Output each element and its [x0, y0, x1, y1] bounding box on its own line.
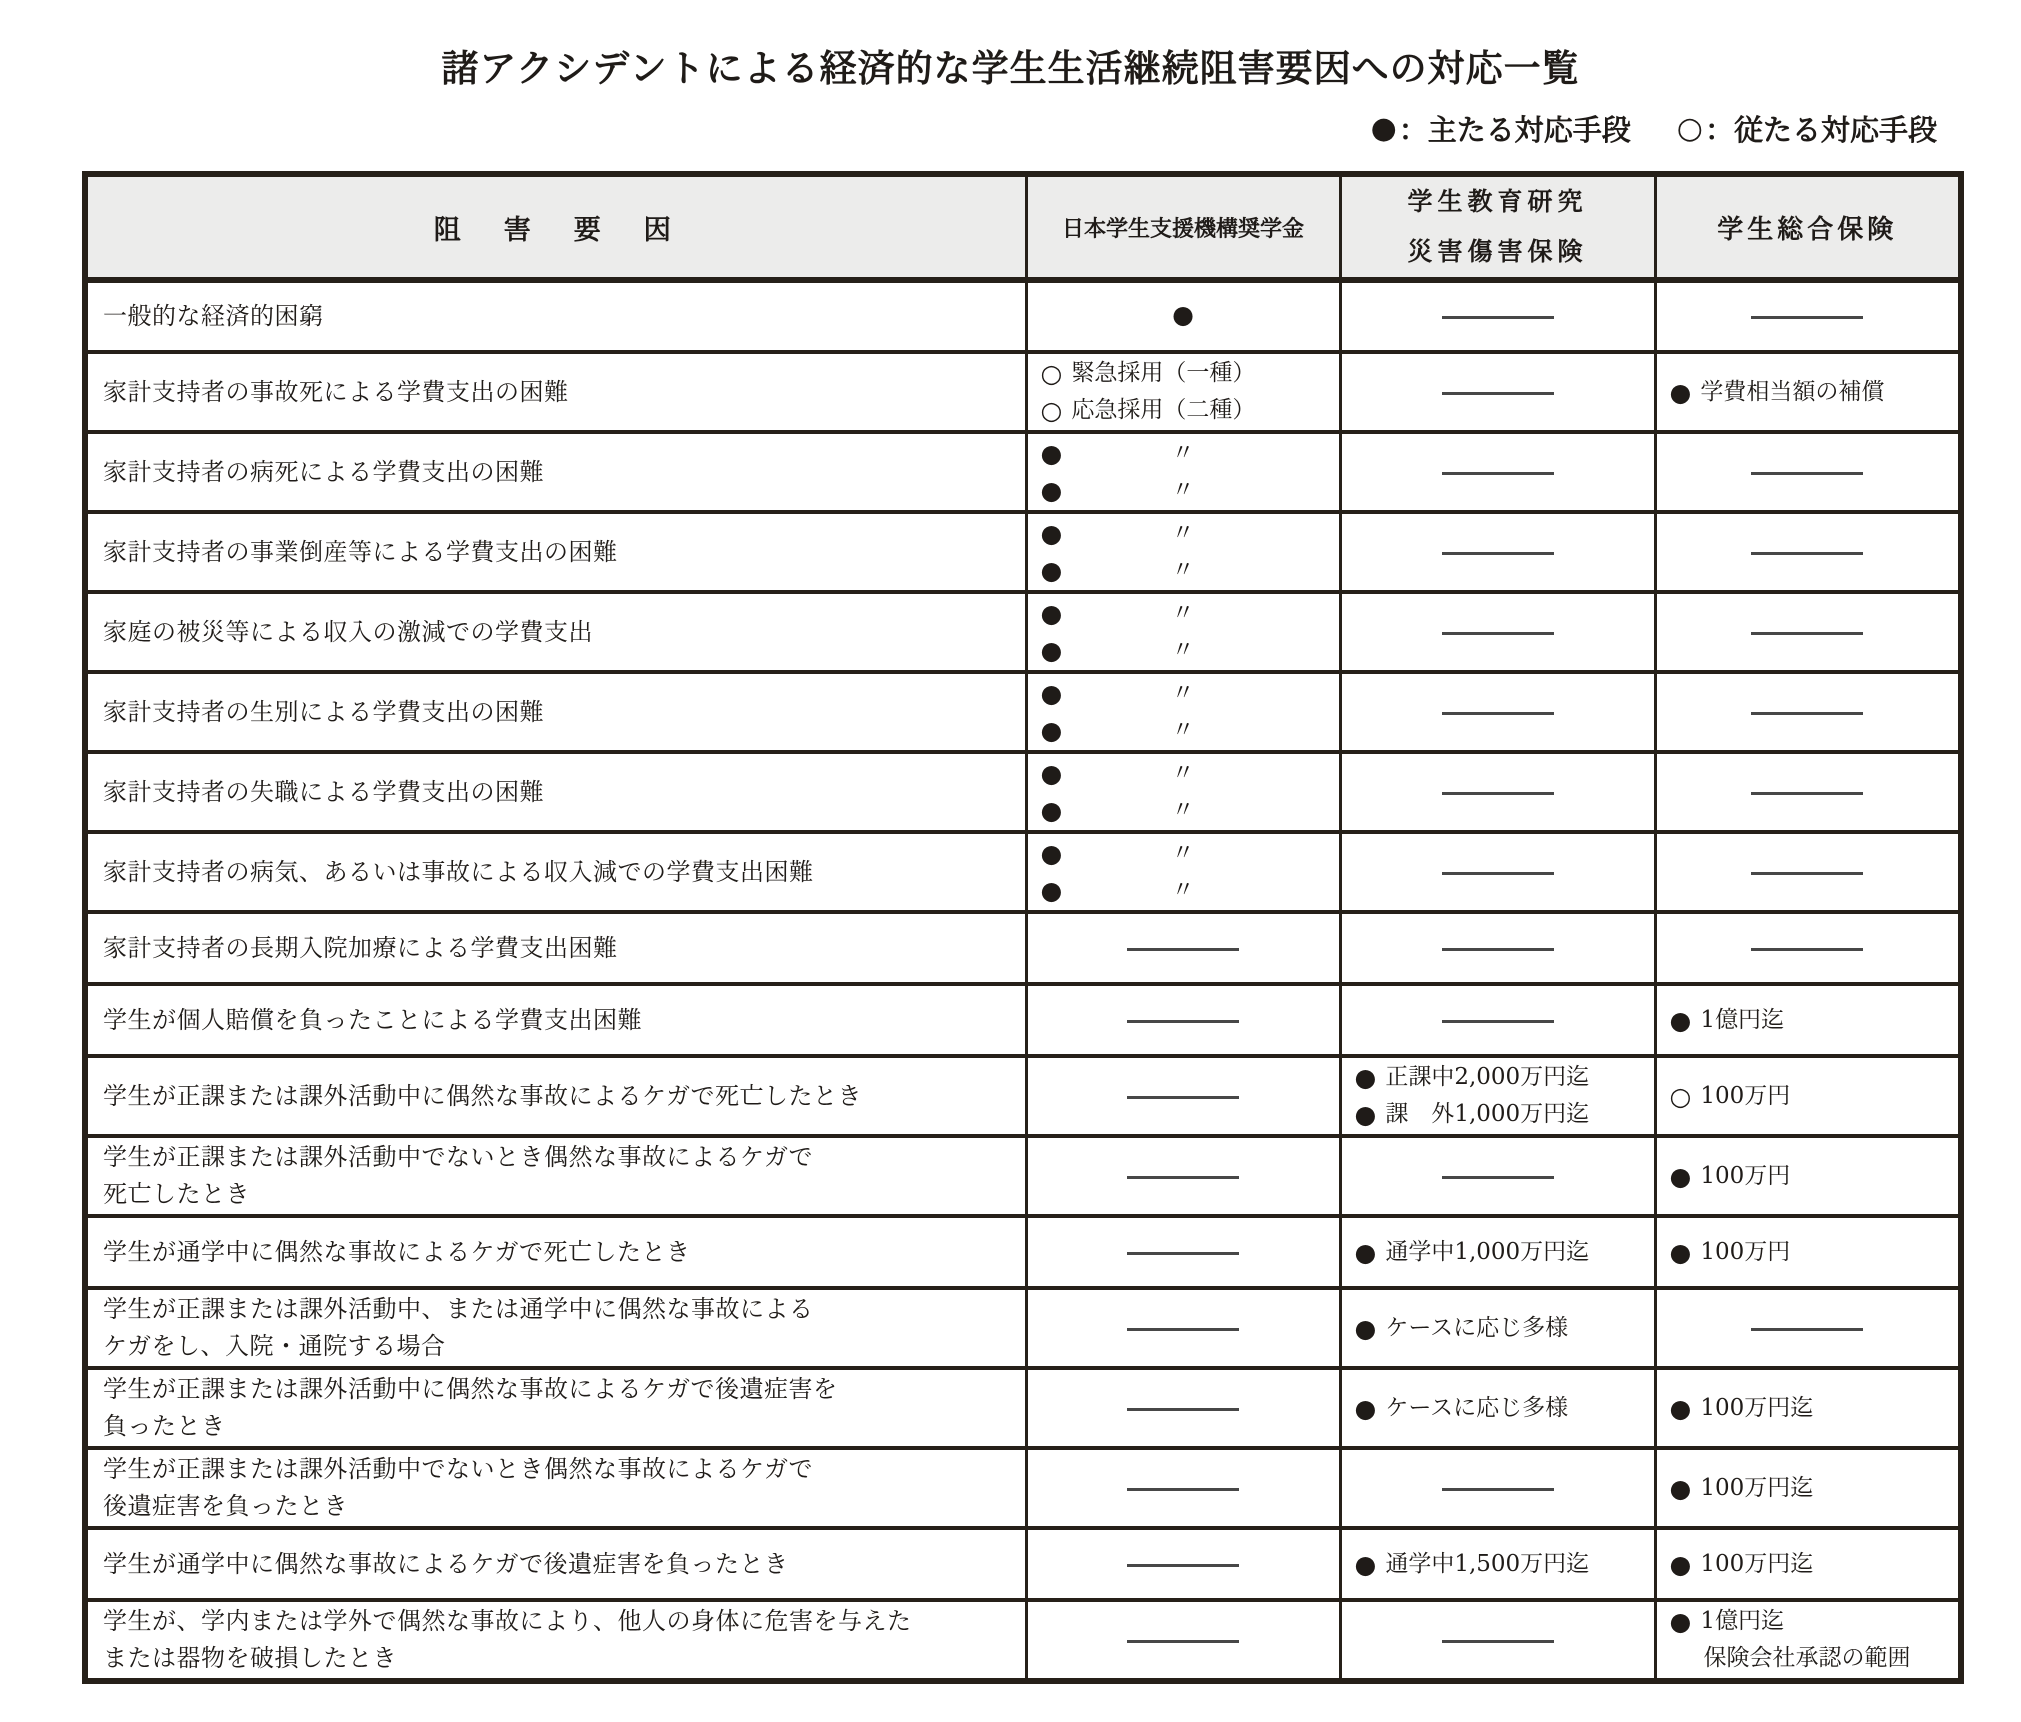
cell-line	[1028, 298, 1339, 335]
no-coverage-dash	[1442, 632, 1554, 635]
jasso-cell	[1026, 1528, 1340, 1600]
no-coverage-dash	[1751, 1328, 1863, 1331]
table-row	[85, 1600, 1961, 1681]
cell-text: 通学中1,500万円迄	[1385, 1550, 1590, 1577]
primary-mark-icon: ●	[1040, 635, 1063, 665]
no-coverage-dash	[1442, 1176, 1554, 1179]
cell-line	[1028, 792, 1339, 829]
factor-text: 学生が正課または課外活動中でないとき偶然な事故によるケガで	[103, 1455, 814, 1483]
cell-line	[1657, 1234, 1959, 1271]
sogo-cell	[1655, 1216, 1961, 1288]
primary-mark-icon: ●	[1354, 1549, 1377, 1579]
no-coverage-dash	[1127, 1176, 1239, 1179]
factor-text: 学生が通学中に偶然な事故によるケガで死亡したとき	[103, 1237, 691, 1266]
sogo-cell	[1655, 672, 1961, 752]
table-row	[85, 592, 1961, 672]
primary-mark-icon: ●	[1669, 1607, 1692, 1636]
no-coverage-dash	[1442, 316, 1554, 319]
no-coverage-dash	[1127, 1408, 1239, 1411]
sogo-cell	[1655, 1288, 1961, 1368]
sogo-cell	[1655, 280, 1961, 352]
kyosai-cell	[1340, 672, 1655, 752]
kyosai-cell	[1340, 752, 1655, 832]
sogo-cell	[1655, 1368, 1961, 1448]
factor-cell	[85, 1136, 1026, 1216]
no-coverage-dash	[1127, 1096, 1239, 1099]
cell-line	[1657, 1078, 1959, 1115]
legend-label: 主たる対応手段	[1427, 113, 1631, 147]
factor-text: 家庭の被災等による収入の激減での学費支出	[103, 617, 593, 646]
response-table	[82, 171, 1964, 1684]
cell-line	[1657, 1002, 1959, 1039]
jasso-cell	[1026, 592, 1340, 672]
primary-mark-icon: ●	[1040, 438, 1063, 468]
no-coverage-dash	[1751, 632, 1863, 635]
sogo-cell	[1655, 912, 1961, 984]
no-coverage-dash	[1127, 1640, 1239, 1643]
primary-mark-icon: ●	[1354, 1100, 1377, 1129]
cell-line	[1028, 515, 1339, 552]
sogo-cell	[1655, 1600, 1961, 1681]
cell-text: 〃	[1171, 600, 1195, 626]
header-comprehensive-insurance: 学生総合保険	[1655, 174, 1961, 280]
no-coverage-dash	[1442, 1020, 1554, 1023]
sogo-cell	[1655, 1448, 1961, 1528]
no-coverage-dash	[1751, 316, 1863, 319]
cell-line	[1342, 1390, 1654, 1427]
header-row	[85, 174, 1961, 280]
kyosai-cell	[1340, 280, 1655, 352]
cell-text: 〃	[1171, 797, 1195, 823]
cell-line	[1028, 712, 1339, 749]
sogo-cell	[1655, 352, 1961, 432]
cell-text: ケースに応じ多様	[1385, 1394, 1569, 1421]
kyosai-cell	[1340, 1600, 1655, 1681]
cell-text: 〃	[1171, 680, 1195, 706]
factor-cell	[85, 1288, 1026, 1368]
jasso-cell	[1026, 752, 1340, 832]
no-coverage-dash	[1127, 1564, 1239, 1567]
factor-text: 家計支持者の失職による学費支出の困難	[103, 777, 544, 806]
no-coverage-dash	[1442, 872, 1554, 875]
primary-mark-icon: ●	[1354, 1063, 1377, 1092]
jasso-cell	[1026, 832, 1340, 912]
secondary-mark-icon: ○	[1040, 396, 1063, 425]
legend-item-secondary	[1677, 108, 1937, 149]
primary-mark-icon: ●	[1040, 598, 1063, 628]
factor-text: 学生が、学内または学外で偶然な事故により、他人の身体に危害を与えた	[103, 1607, 912, 1635]
primary-mark-icon: ●	[1669, 1005, 1692, 1035]
table-row	[85, 1136, 1961, 1216]
primary-mark-icon: ●	[1669, 377, 1692, 407]
no-coverage-dash	[1127, 1020, 1239, 1023]
kyosai-cell	[1340, 832, 1655, 912]
primary-mark-icon: ●	[1669, 1473, 1692, 1503]
legend-item-primary	[1371, 108, 1631, 149]
factor-text: 学生が正課または課外活動中でないとき偶然な事故によるケガで	[103, 1143, 814, 1171]
table-row	[85, 984, 1961, 1056]
secondary-mark-icon: ○	[1040, 359, 1063, 388]
cell-text: 〃	[1171, 877, 1195, 903]
cell-line	[1657, 1390, 1959, 1427]
primary-mark-icon: ●	[1669, 1161, 1692, 1191]
no-coverage-dash	[1442, 1640, 1554, 1643]
jasso-cell	[1026, 1216, 1340, 1288]
jasso-cell	[1026, 432, 1340, 512]
factor-cell	[85, 984, 1026, 1056]
factor-text: 家計支持者の病死による学費支出の困難	[103, 457, 544, 486]
table-row	[85, 280, 1961, 352]
factor-cell	[85, 280, 1026, 352]
no-coverage-dash	[1442, 472, 1554, 475]
factor-text: 学生が通学中に偶然な事故によるケガで後遺症害を負ったとき	[103, 1549, 789, 1578]
no-coverage-dash	[1127, 1328, 1239, 1331]
cell-line	[1342, 1096, 1654, 1133]
factor-text: 学生が正課または課外活動中に偶然な事故によるケガで死亡したとき	[103, 1081, 863, 1110]
no-coverage-dash	[1751, 872, 1863, 875]
header-line: 災害傷害保険	[1407, 237, 1588, 266]
secondary-mark-icon: ○	[1669, 1081, 1692, 1111]
open-circle-icon: ○	[1676, 111, 1703, 146]
table-row	[85, 752, 1961, 832]
factor-text: 負ったとき	[103, 1412, 226, 1440]
primary-mark-icon: ●	[1040, 475, 1063, 505]
cell-text: 応急採用（二種）	[1071, 397, 1256, 423]
factor-cell	[85, 1056, 1026, 1136]
cell-text: 100万円	[1700, 1162, 1791, 1189]
cell-text: 〃	[1171, 760, 1195, 786]
table-row	[85, 1368, 1961, 1448]
cell-text: 〃	[1171, 440, 1195, 466]
primary-mark-icon: ●	[1172, 300, 1194, 329]
sogo-cell	[1655, 832, 1961, 912]
cell-text: 〃	[1171, 557, 1195, 583]
table-row	[85, 1216, 1961, 1288]
primary-mark-icon: ●	[1669, 1549, 1692, 1579]
jasso-cell	[1026, 512, 1340, 592]
legend-separator: ：	[1398, 113, 1428, 147]
page-title: 諸アクシデントによる経済的な学生生活継続阻害要因への対応一覧	[441, 47, 1580, 90]
primary-mark-icon: ●	[1354, 1393, 1377, 1423]
factor-cell	[85, 832, 1026, 912]
table-row	[85, 672, 1961, 752]
factor-text: 家計支持者の生別による学費支出の困難	[103, 697, 544, 726]
header-disaster-injury-insurance	[1340, 174, 1655, 280]
kyosai-cell	[1340, 352, 1655, 432]
factor-text: 一般的な経済的困窮	[103, 302, 324, 330]
table-row	[85, 1528, 1961, 1600]
table-body	[85, 280, 1961, 1681]
no-coverage-dash	[1751, 712, 1863, 715]
sogo-cell	[1655, 1528, 1961, 1600]
kyosai-cell	[1340, 1216, 1655, 1288]
primary-mark-icon: ●	[1669, 1237, 1692, 1267]
primary-mark-icon: ●	[1354, 1237, 1377, 1267]
kyosai-cell	[1340, 1528, 1655, 1600]
cell-line	[1342, 1546, 1654, 1583]
kyosai-cell	[1340, 1448, 1655, 1528]
cell-line	[1028, 632, 1339, 669]
cell-text: 〃	[1171, 840, 1195, 866]
no-coverage-dash	[1127, 1488, 1239, 1491]
cell-text: 緊急採用（一種）	[1071, 360, 1256, 386]
jasso-cell	[1026, 352, 1340, 432]
sogo-cell	[1655, 512, 1961, 592]
kyosai-cell	[1340, 592, 1655, 672]
cell-text: 正課中2,000万円迄	[1385, 1064, 1590, 1090]
factor-text: 学生が正課または課外活動中に偶然な事故によるケガで後遺症害を	[103, 1375, 838, 1403]
table-row	[85, 512, 1961, 592]
primary-mark-icon: ●	[1040, 518, 1063, 548]
factor-cell	[85, 1368, 1026, 1448]
no-coverage-dash	[1127, 948, 1239, 951]
cell-line	[1028, 755, 1339, 792]
factor-text: 家計支持者の病気、あるいは事故による収入減での学費支出困難	[103, 857, 814, 886]
sogo-cell	[1655, 1056, 1961, 1136]
jasso-cell	[1026, 280, 1340, 352]
cell-line	[1342, 1310, 1654, 1347]
factor-cell	[85, 512, 1026, 592]
primary-mark-icon: ●	[1040, 795, 1063, 825]
jasso-cell	[1026, 1448, 1340, 1528]
cell-text: 100万円迄	[1700, 1394, 1814, 1421]
table-row	[85, 1288, 1961, 1368]
primary-mark-icon: ●	[1354, 1313, 1377, 1343]
cell-line	[1342, 1059, 1654, 1096]
cell-text: 〃	[1171, 520, 1195, 546]
factor-cell	[85, 352, 1026, 432]
kyosai-cell	[1340, 1136, 1655, 1216]
jasso-cell	[1026, 1288, 1340, 1368]
factor-cell	[85, 912, 1026, 984]
cell-line	[1657, 1470, 1959, 1507]
table-row	[85, 912, 1961, 984]
table-row	[85, 1056, 1961, 1136]
filled-circle-icon: ●	[1370, 111, 1397, 146]
cell-text: 100万円	[1700, 1238, 1791, 1265]
cell-text: 100万円	[1700, 1082, 1791, 1109]
cell-line	[1028, 675, 1339, 712]
sogo-cell	[1655, 592, 1961, 672]
cell-text: 〃	[1171, 637, 1195, 663]
factor-cell	[85, 672, 1026, 752]
cell-line	[1028, 355, 1339, 392]
factor-text: 家計支持者の事業倒産等による学費支出の困難	[103, 537, 618, 566]
cell-line	[1657, 1546, 1959, 1583]
header-line: 学生教育研究	[1407, 187, 1588, 216]
sogo-cell	[1655, 984, 1961, 1056]
table-row	[85, 1448, 1961, 1528]
primary-mark-icon: ●	[1040, 715, 1063, 745]
cell-line	[1028, 472, 1339, 509]
header-jasso-scholarship: 日本学生支援機構奨学金	[1026, 174, 1340, 280]
factor-cell	[85, 1600, 1026, 1681]
cell-line	[1657, 1640, 1959, 1677]
jasso-cell	[1026, 984, 1340, 1056]
factor-text: 家計支持者の長期入院加療による学費支出困難	[103, 933, 618, 962]
primary-mark-icon: ●	[1040, 555, 1063, 585]
cell-text: 保険会社承認の範囲	[1703, 1645, 1911, 1671]
factor-text: 死亡したとき	[103, 1180, 250, 1208]
kyosai-cell	[1340, 432, 1655, 512]
jasso-cell	[1026, 912, 1340, 984]
no-coverage-dash	[1442, 792, 1554, 795]
cell-line	[1342, 1234, 1654, 1271]
factor-cell	[85, 432, 1026, 512]
kyosai-cell	[1340, 1056, 1655, 1136]
cell-line	[1657, 1603, 1959, 1640]
no-coverage-dash	[1751, 792, 1863, 795]
cell-line	[1657, 374, 1959, 411]
legend	[0, 108, 2021, 149]
factor-text: ケガをし、入院・通院する場合	[103, 1332, 446, 1360]
cell-line	[1028, 835, 1339, 872]
legend-separator: ：	[1704, 113, 1734, 147]
no-coverage-dash	[1751, 948, 1863, 951]
no-coverage-dash	[1751, 552, 1863, 555]
cell-line	[1028, 435, 1339, 472]
cell-text: 100万円迄	[1700, 1474, 1814, 1501]
kyosai-cell	[1340, 512, 1655, 592]
jasso-cell	[1026, 1056, 1340, 1136]
no-coverage-dash	[1442, 392, 1554, 395]
factor-cell	[85, 752, 1026, 832]
jasso-cell	[1026, 1600, 1340, 1681]
cell-text: 〃	[1171, 477, 1195, 503]
primary-mark-icon: ●	[1669, 1393, 1692, 1423]
cell-line	[1028, 595, 1339, 632]
sogo-cell	[1655, 752, 1961, 832]
sogo-cell	[1655, 432, 1961, 512]
jasso-cell	[1026, 1136, 1340, 1216]
factor-text: 後遺症害を負ったとき	[103, 1492, 348, 1520]
factor-cell	[85, 1448, 1026, 1528]
no-coverage-dash	[1127, 1252, 1239, 1255]
factor-cell	[85, 592, 1026, 672]
jasso-cell	[1026, 672, 1340, 752]
cell-text: 課 外1,000万円迄	[1385, 1101, 1590, 1127]
no-coverage-dash	[1442, 1488, 1554, 1491]
factor-text: 学生が個人賠償を負ったことによる学費支出困難	[103, 1005, 642, 1034]
cell-text: 1億円迄	[1700, 1608, 1784, 1634]
factor-text: 家計支持者の事故死による学費支出の困難	[103, 377, 569, 406]
kyosai-cell	[1340, 1368, 1655, 1448]
factor-cell	[85, 1528, 1026, 1600]
cell-line	[1028, 872, 1339, 909]
factor-cell	[85, 1216, 1026, 1288]
primary-mark-icon: ●	[1040, 678, 1063, 708]
header-factor: 阻 害 要 因	[85, 174, 1026, 280]
no-coverage-dash	[1442, 712, 1554, 715]
no-coverage-dash	[1442, 552, 1554, 555]
cell-line	[1028, 392, 1339, 429]
factor-text: 学生が正課または課外活動中、または通学中に偶然な事故による	[103, 1295, 814, 1323]
cell-line	[1028, 552, 1339, 589]
cell-text: 通学中1,000万円迄	[1385, 1238, 1590, 1265]
kyosai-cell	[1340, 1288, 1655, 1368]
table-row	[85, 432, 1961, 512]
cell-text: 1億円迄	[1700, 1006, 1784, 1033]
primary-mark-icon: ●	[1040, 758, 1063, 788]
no-coverage-dash	[1751, 472, 1863, 475]
sogo-cell	[1655, 1136, 1961, 1216]
factor-text: または器物を破損したとき	[103, 1644, 397, 1672]
cell-text: 学費相当額の補償	[1700, 378, 1885, 405]
table-row	[85, 352, 1961, 432]
cell-text: 〃	[1171, 717, 1195, 743]
legend-label: 従たる対応手段	[1733, 113, 1937, 147]
cell-text: ケースに応じ多様	[1385, 1314, 1569, 1341]
kyosai-cell	[1340, 912, 1655, 984]
primary-mark-icon: ●	[1040, 875, 1063, 905]
no-coverage-dash	[1442, 948, 1554, 951]
kyosai-cell	[1340, 984, 1655, 1056]
jasso-cell	[1026, 1368, 1340, 1448]
primary-mark-icon: ●	[1040, 838, 1063, 868]
cell-line	[1657, 1158, 1959, 1195]
cell-text: 100万円迄	[1700, 1550, 1814, 1577]
table-row	[85, 832, 1961, 912]
